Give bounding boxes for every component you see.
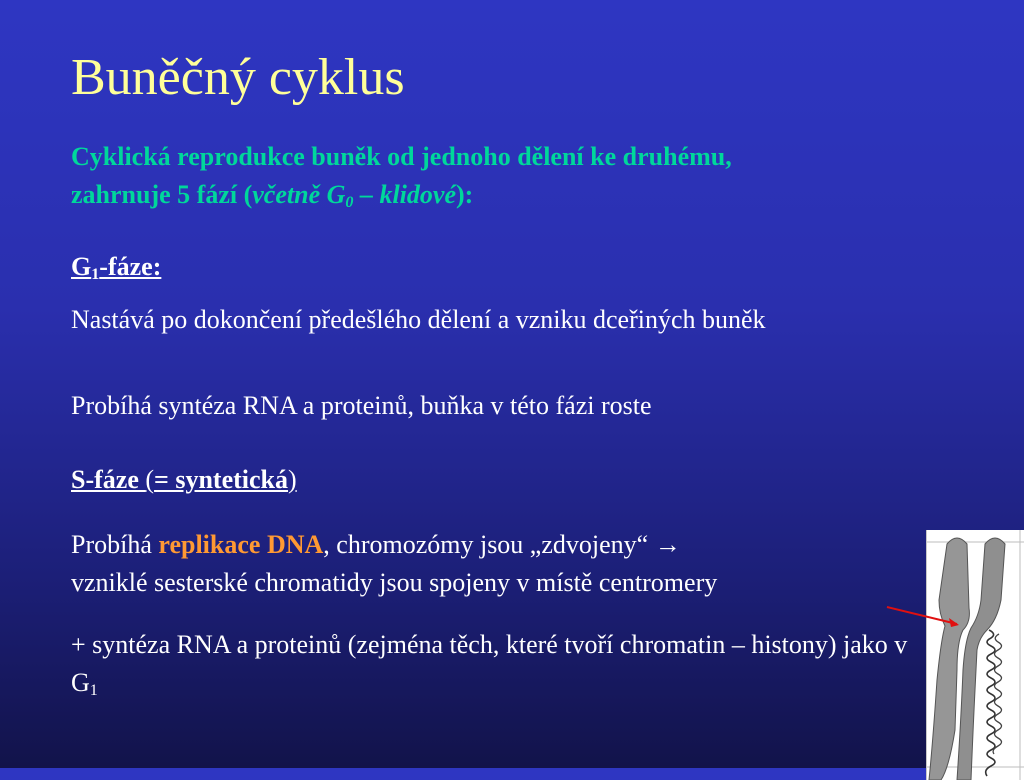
s-heading-paren-close: ) — [288, 465, 297, 494]
subtitle-italic — [252, 180, 456, 212]
g1-paragraph-1: Nastává po dokončení předešlého dělení a vzniku dceřiných buněk — [71, 305, 766, 334]
g1-heading-g: G — [71, 252, 92, 281]
subtitle-line2-prefix: zahrnuje 5 fází — [71, 180, 244, 209]
subtitle-line1: Cyklická reprodukce buněk od jednoho dělení ke druhému, — [71, 142, 732, 171]
subtitle-g0-subscript: 0 — [345, 194, 354, 212]
s-p2-subscript: 1 — [89, 682, 98, 700]
g1-heading-subscript: 1 — [91, 266, 100, 284]
chromosome-illustration — [927, 530, 1024, 780]
s-heading-paren-open: ( — [145, 465, 155, 494]
s-p1-prefix: Probíhá — [71, 530, 159, 559]
g1-heading-rest: -fáze: — [99, 252, 162, 281]
s-p1-line2: vzniklé sesterské chromatidy jsou spojeny v místě centromery — [71, 568, 718, 597]
subtitle-italic-text2: – klidové — [353, 180, 456, 209]
dna-replication-highlight: replikace DNA — [158, 530, 324, 559]
g1-phase-heading — [71, 252, 161, 282]
s-p2-text: + syntéza RNA a proteinů (zejména těch, které tvoří chromatin – histony) jako v G — [71, 630, 908, 697]
s-paragraph-2 — [71, 626, 921, 702]
slide-subtitle — [71, 138, 971, 214]
subtitle-paren-open: ( — [243, 180, 253, 209]
slide-title: Buněčný cyklus — [71, 49, 405, 106]
s-paragraph-1 — [71, 526, 931, 602]
g1-paragraph-2: Probíhá syntéza RNA a proteinů, buňka v této fázi roste — [71, 391, 652, 420]
s-heading-main: S-fáze — [71, 465, 146, 494]
s-phase-heading — [71, 465, 297, 495]
s-p1-rest: , chromozómy jsou „zdvojeny“ — [323, 530, 655, 559]
s-heading-middle: = syntetická — [154, 465, 289, 494]
chromosome-image — [926, 530, 1024, 780]
subtitle-paren-close: ): — [455, 180, 474, 209]
right-arrow-icon: → — [654, 530, 681, 559]
subtitle-italic-text: včetně G — [252, 180, 346, 209]
